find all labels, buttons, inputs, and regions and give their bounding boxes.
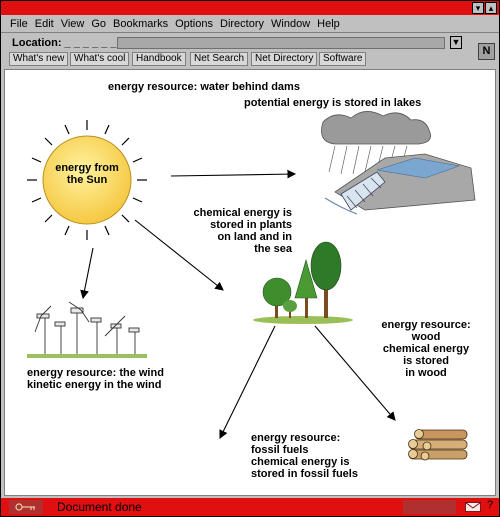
wind-label-line: energy resource: the wind <box>27 367 164 379</box>
fossil-label-line: chemical energy is <box>251 456 350 468</box>
logs-illustration <box>409 430 468 461</box>
wood-label-line: wood <box>411 331 441 343</box>
wind-label <box>27 367 164 391</box>
location-label: Location: _ _ _ _ _ _ <box>12 37 117 49</box>
menu-file[interactable]: File <box>10 17 28 30</box>
progress-indicator <box>403 500 456 514</box>
menu-bookmarks[interactable]: Bookmarks <box>113 17 169 30</box>
handbook-button[interactable]: Handbook <box>132 52 186 66</box>
sun-label-line: the Sun <box>66 174 108 186</box>
menu-edit[interactable]: Edit <box>34 17 54 30</box>
sun-label <box>51 162 123 186</box>
menu-help[interactable]: Help <box>317 17 340 30</box>
chevron-down-icon: ▼ <box>451 37 461 47</box>
fossil-label-line: fossil fuels <box>251 444 309 456</box>
net-directory-button[interactable]: Net Directory <box>251 52 317 66</box>
page-content <box>4 69 496 496</box>
menu-view[interactable]: View <box>60 17 85 30</box>
menu-window[interactable]: Window <box>271 17 311 30</box>
fossil-label-line: stored in fossil fuels <box>251 468 358 480</box>
status-text: Document done <box>57 500 142 514</box>
software-button[interactable]: Software <box>319 52 366 66</box>
security-key-indicator[interactable] <box>9 500 43 514</box>
location-dropdown-button[interactable] <box>450 36 462 49</box>
plants-label-line: chemical energy is <box>193 207 292 219</box>
whats-cool-button[interactable]: What's cool <box>70 52 129 66</box>
maximize-button[interactable]: ▴ <box>485 2 497 14</box>
whats-new-button[interactable]: What's new <box>9 52 68 66</box>
fossil-label-line: energy resource: <box>251 432 341 444</box>
wood-label-line: chemical energy <box>382 343 470 355</box>
plants-label-line: on land and in <box>217 231 292 243</box>
mail-icon[interactable] <box>465 502 481 512</box>
plants-label-line: stored in plants <box>210 219 292 231</box>
menu-bar <box>1 15 499 33</box>
wood-label-line: is stored <box>403 355 449 367</box>
location-input[interactable] <box>117 37 445 49</box>
menu-directory[interactable]: Directory <box>220 17 265 30</box>
wind-label-line: kinetic energy in the wind <box>27 379 162 391</box>
title-bar <box>1 1 499 15</box>
wood-label-line: energy resource: <box>381 319 471 331</box>
sun-label-line: energy from <box>55 162 119 174</box>
key-icon <box>9 500 43 514</box>
netscape-logo: N <box>478 43 495 60</box>
wood-label-line: in wood <box>405 367 447 379</box>
water-resource-description: potential energy is stored in lakes <box>244 97 422 109</box>
plants-label-line: the sea <box>254 243 292 255</box>
net-search-button[interactable]: Net Search <box>190 52 248 66</box>
help-icon[interactable]: ? <box>487 499 494 511</box>
wood-label <box>371 319 481 379</box>
menu-options[interactable]: Options <box>175 17 213 30</box>
dam-illustration <box>322 111 476 214</box>
directory-buttons-bar <box>1 51 499 67</box>
location-bar <box>1 34 499 51</box>
water-resource-title: energy resource: water behind dams <box>108 81 300 93</box>
plants-label <box>175 207 292 255</box>
status-bar <box>1 498 499 516</box>
menu-go[interactable]: Go <box>91 17 107 30</box>
fossil-fuels-label <box>251 432 358 480</box>
minimize-button[interactable]: ▾ <box>472 2 484 14</box>
wind-turbines-illustration <box>27 302 147 358</box>
